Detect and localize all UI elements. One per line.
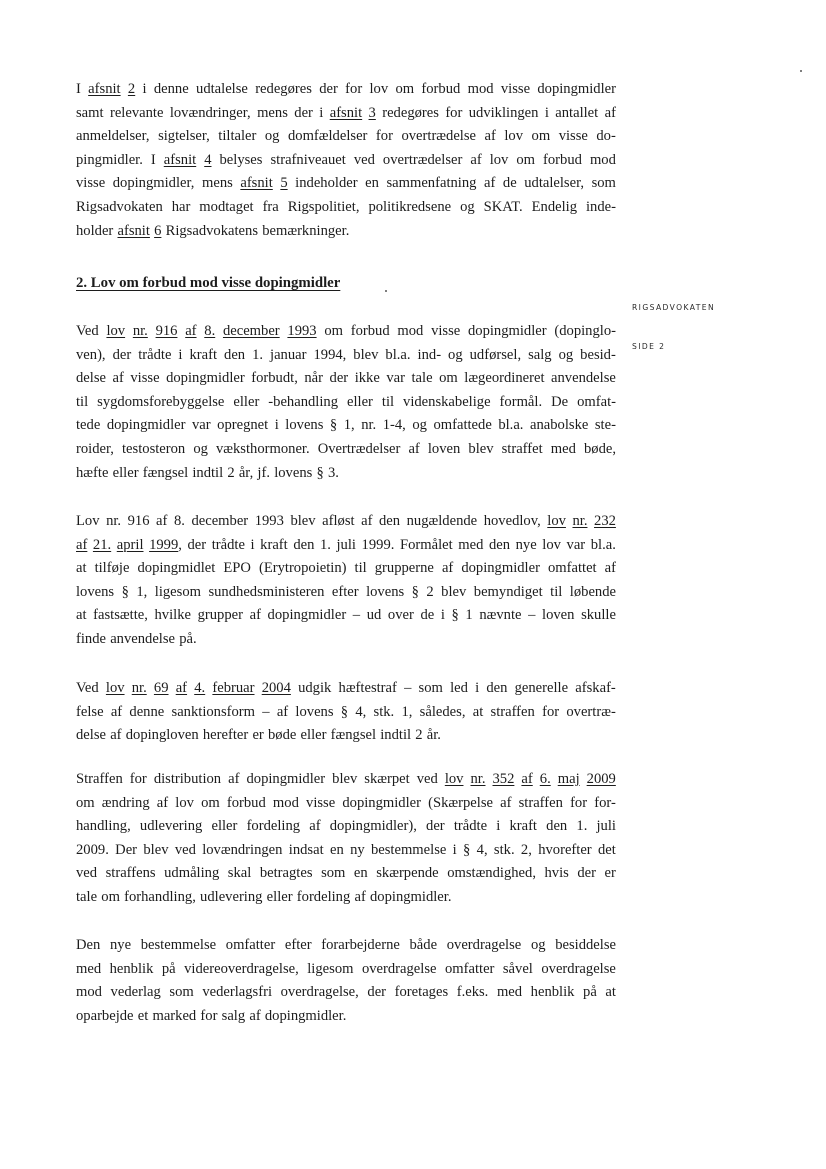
text-line: handling, udlevering eller fordeling af dopingmidler), der trådte i kraft den 1. juli [76, 818, 616, 835]
text-line: holder afsnit 6 Rigsadvokatens bemærkninger. [76, 222, 350, 239]
text-line: felse af denne sanktionsform – af lovens § 4, stk. 1, således, at straffen for overtræ- [76, 703, 616, 720]
text-line: Ved lov nr. 69 af 4. februar 2004 udgik hæftestraf – som led i den generelle afskaf- [76, 680, 616, 696]
scan-speck [385, 290, 387, 292]
text-line: pingmidler. I afsnit 4 belyses strafniveauet ved overtrædelser af lov om forbud mod [76, 151, 616, 168]
text-line: hæfte eller fængsel indtil 2 år, jf. lovens § 3. [76, 464, 339, 481]
paragraph [76, 677, 616, 748]
paragraph [76, 320, 616, 485]
text-line: delse af visse dopingmidler forbudt, når der ikke var tale om lægeordineret anvendelse [76, 370, 616, 387]
text-line: finde anvendelse på. [76, 630, 197, 647]
text-line: Rigsadvokaten har modtaget fra Rigspolitiet, politikredsene og SKAT. Endelig inde- [76, 198, 616, 215]
scan-speck [800, 70, 802, 72]
text-line: til sygdomsforebyggelse eller -behandling eller til videnskabelige formål. De omfat- [76, 393, 616, 410]
text-line: ven), der trådte i kraft den 1. januar 1994, blev bl.a. ind- og udførsel, salg og besid- [76, 346, 616, 363]
sidebar-org-label: RIGSADVOKATEN [632, 303, 716, 312]
paragraph-block [76, 320, 616, 485]
text-line: Straffen for distribution af dopingmidler blev skærpet ved lov nr. 352 af 6. maj 2009 [76, 771, 616, 787]
text-line: tede dopingmidler var opregnet i lovens § 1, nr. 1-4, og omfattede bl.a. anabolske ste- [76, 417, 616, 434]
text-line: at fastsætte, hvilke grupper af dopingmidler – ud over de i § 1 nævnte – loven skulle [76, 607, 616, 624]
text-line: roider, testosteron og væksthormoner. Overtrædelser af loven blev straffet med bøde, [76, 440, 616, 457]
sidebar-page-label: SIDE 2 [632, 342, 666, 351]
text-line: I afsnit 2 i denne udtalelse redegøres der for lov om forbud mod visse dopingmidler [76, 81, 616, 97]
text-line: med henblik på videreoverdragelse, ligesom overdragelse omfatter såvel overdragelse [76, 960, 616, 977]
text-line: Den nye bestemmelse omfatter efter forarbejderne både overdragelse og besiddelse [76, 937, 616, 953]
text-line: ved straffens udmåling skal betragtes som en skærpende omstændighed, hvis der er [76, 865, 616, 882]
text-line: Lov nr. 916 af 8. december 1993 blev afløst af den nugældende hovedlov, lov nr. 232 [76, 513, 616, 529]
text-line: om ændring af lov om forbud mod visse dopingmidler (Skærpelse af straffen for for- [76, 794, 616, 811]
text-line: delse af dopingloven herefter er bøde eller fængsel indtil 2 år. [76, 727, 441, 744]
text-line: mod vederlag som vederlagsfri overdragelse, der foretages f.eks. med henblik på at [76, 984, 616, 1001]
paragraph-block [76, 768, 616, 910]
text-line: lovens § 1, ligesom sundhedsministeren efter lovens § 2 blev bemyndiget til løbende [76, 583, 616, 600]
paragraph-block [76, 510, 616, 652]
paragraph [76, 510, 616, 652]
text-line: visse dopingmidler, mens afsnit 5 indeholder en sammenfatning af de udtalelser, som [76, 175, 616, 192]
paragraph [76, 934, 616, 1028]
text-line: anmeldelser, sigtelser, tiltaler og domfældelser for overtrædelse af lov om visse do- [76, 128, 616, 145]
text-line: at tilføje dopingmidlet EPO (Erytropoietin) til grupperne af dopingmidler omfattet af [76, 560, 616, 577]
paragraph [76, 768, 616, 910]
paragraph-block [76, 677, 616, 748]
text-line: 2009. Der blev ved lovændringen indsat en ny bestemmelse i § 4, stk. 2, hvorefter det [76, 841, 616, 858]
paragraph-block [76, 934, 616, 1028]
text-line: Ved lov nr. 916 af 8. december 1993 om forbud mod visse dopingmidler (dopinglo- [76, 323, 616, 339]
intro-block [76, 78, 616, 243]
section-heading: 2. Lov om forbud mod visse dopingmidler [76, 275, 341, 291]
text-line: samt relevante lovændringer, mens der i afsnit 3 redegøres for udviklingen i antallet af [76, 104, 616, 121]
text-line: oparbejde et marked for salg af dopingmidler. [76, 1007, 347, 1024]
paragraph [76, 78, 616, 243]
text-line: af 21. april 1999, der trådte i kraft den 1. juli 1999. Formålet med den nye lov var bl.a. [76, 536, 616, 553]
text-line: tale om forhandling, udlevering eller fordeling af dopingmidler. [76, 888, 452, 905]
